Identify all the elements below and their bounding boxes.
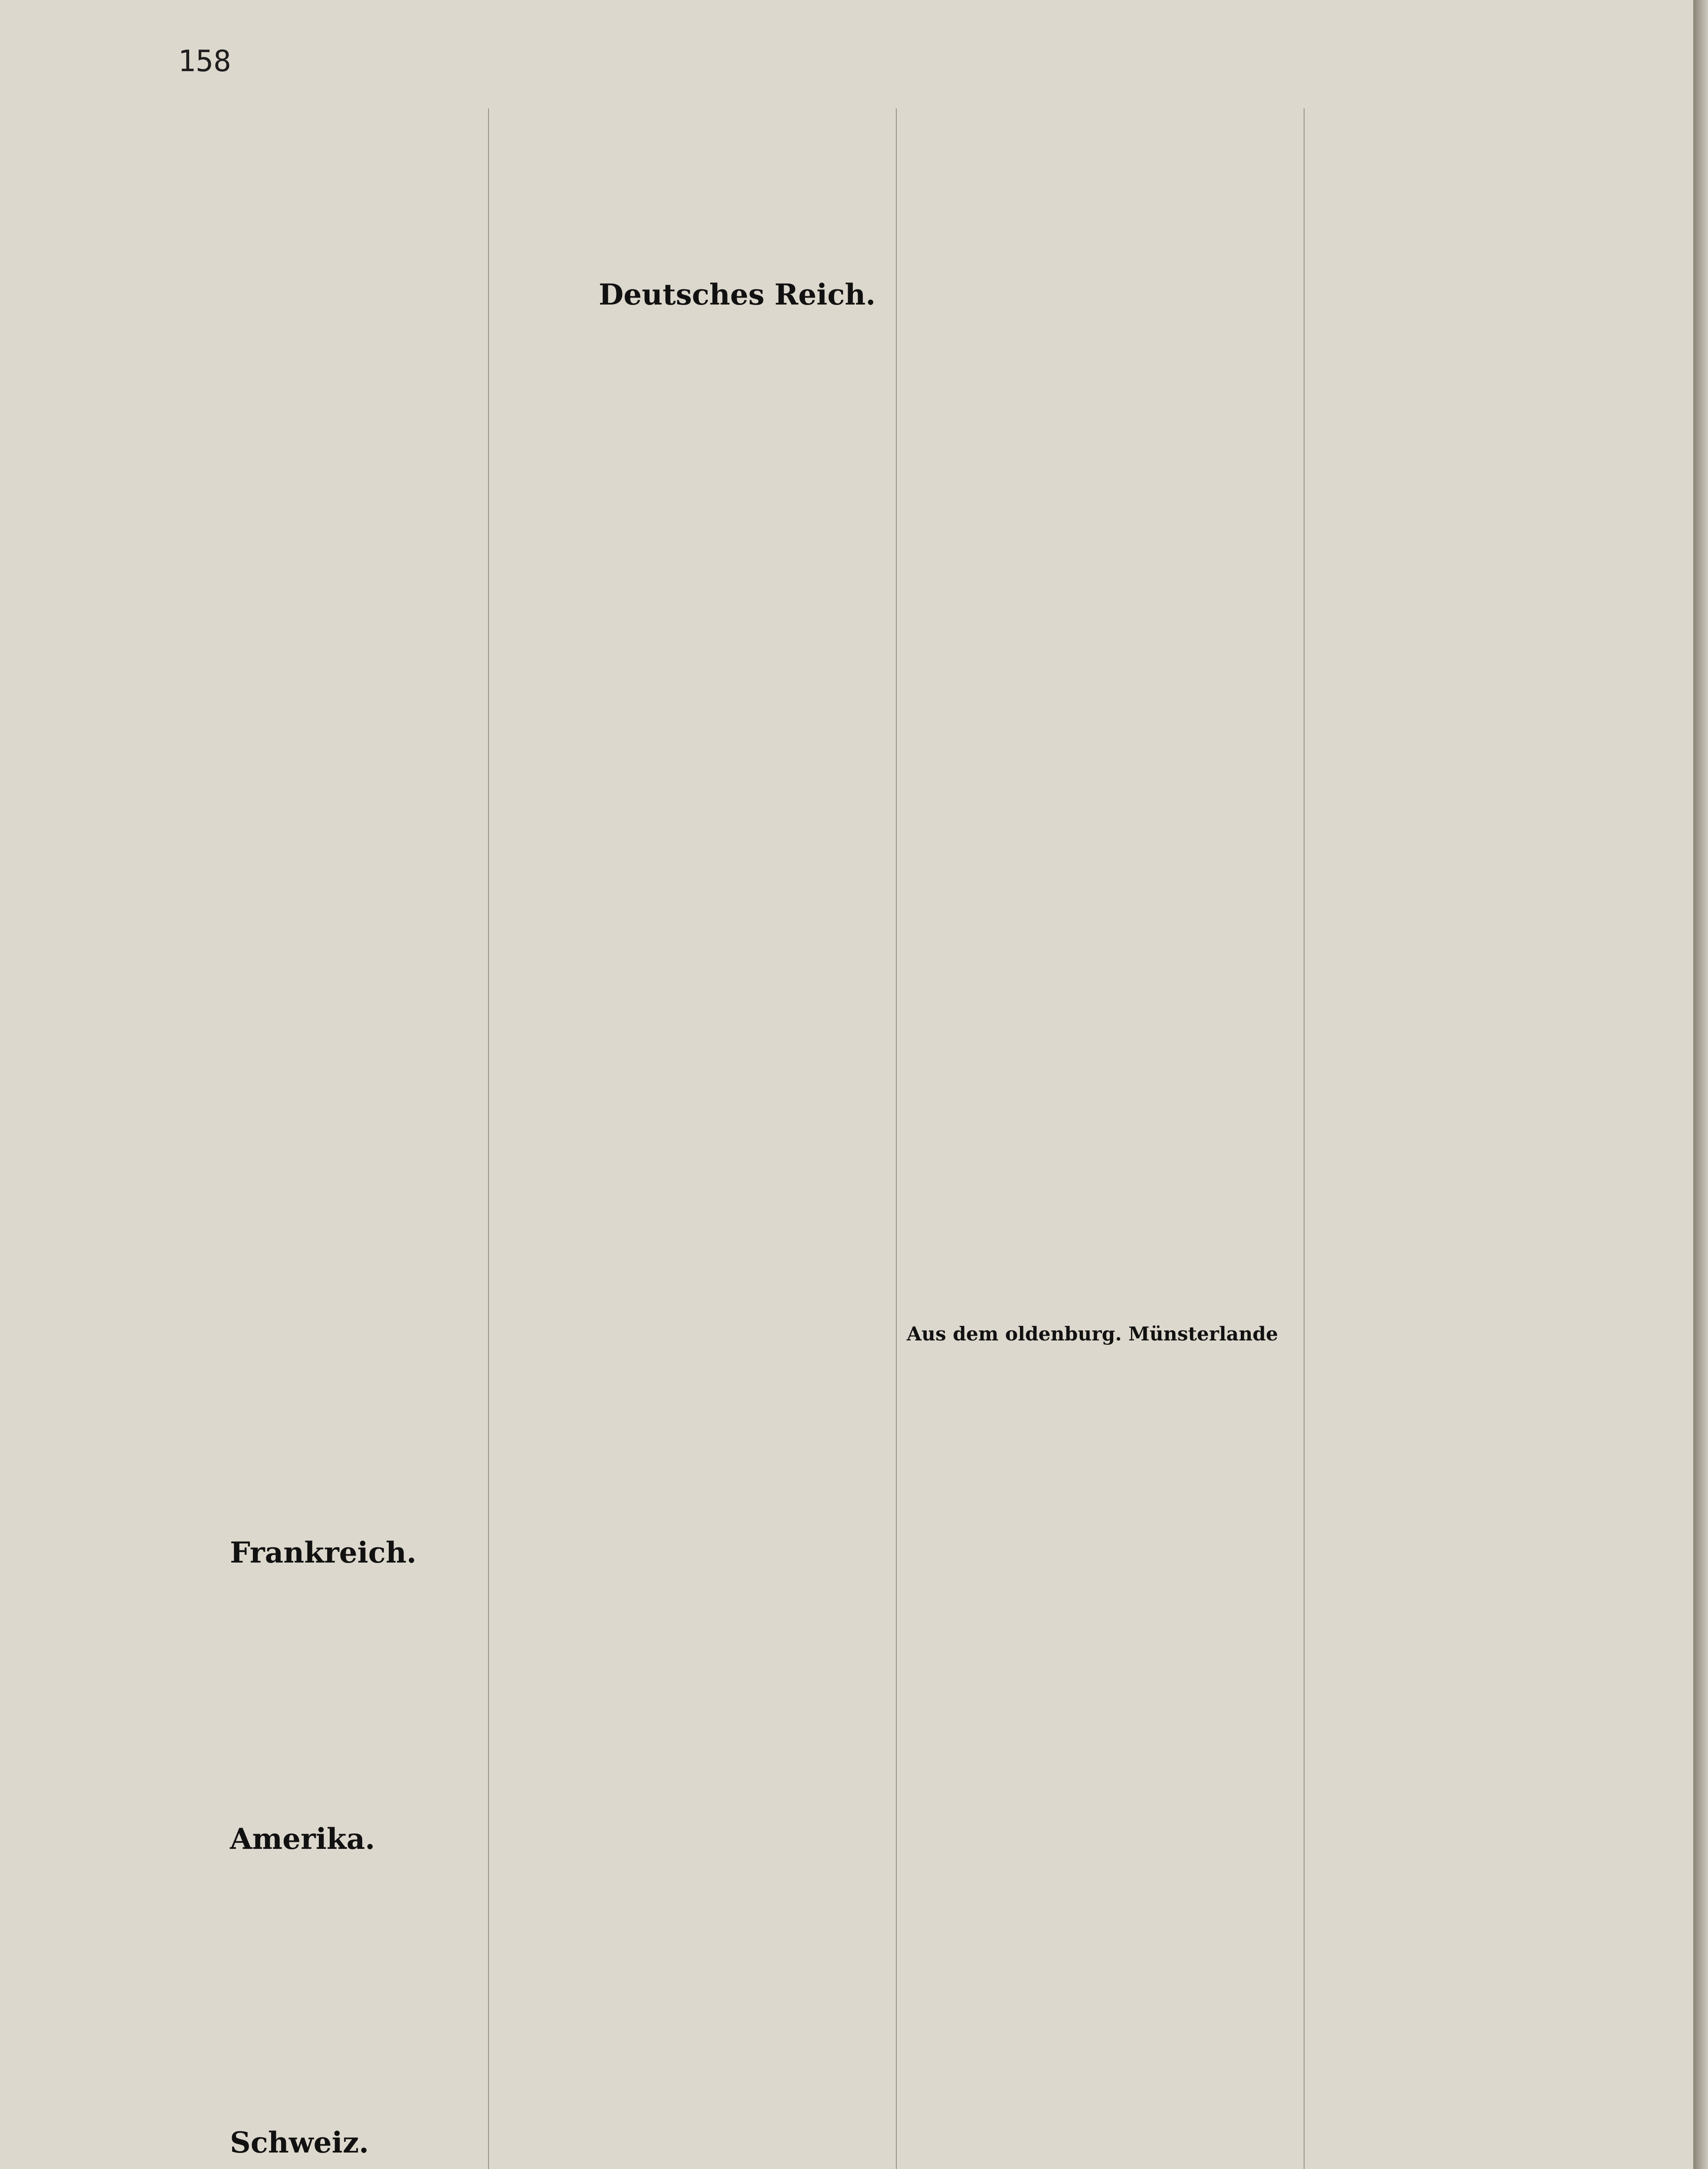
heading-deutsches-reich: Deutsches Reich. bbox=[599, 278, 876, 311]
column-rule bbox=[896, 108, 897, 2169]
heading-amerika: Amerika. bbox=[230, 1822, 375, 1856]
heading-frankreich: Frankreich. bbox=[230, 1536, 416, 1569]
page-number: 158 bbox=[178, 44, 231, 79]
heading-muensterlande: Aus dem oldenburg. Münsterlande bbox=[907, 1323, 1278, 1345]
page-edge bbox=[1693, 0, 1708, 2169]
heading-schweiz: Schweiz. bbox=[230, 2126, 369, 2159]
column-rule bbox=[488, 108, 489, 2169]
column-rule bbox=[1304, 108, 1305, 2169]
